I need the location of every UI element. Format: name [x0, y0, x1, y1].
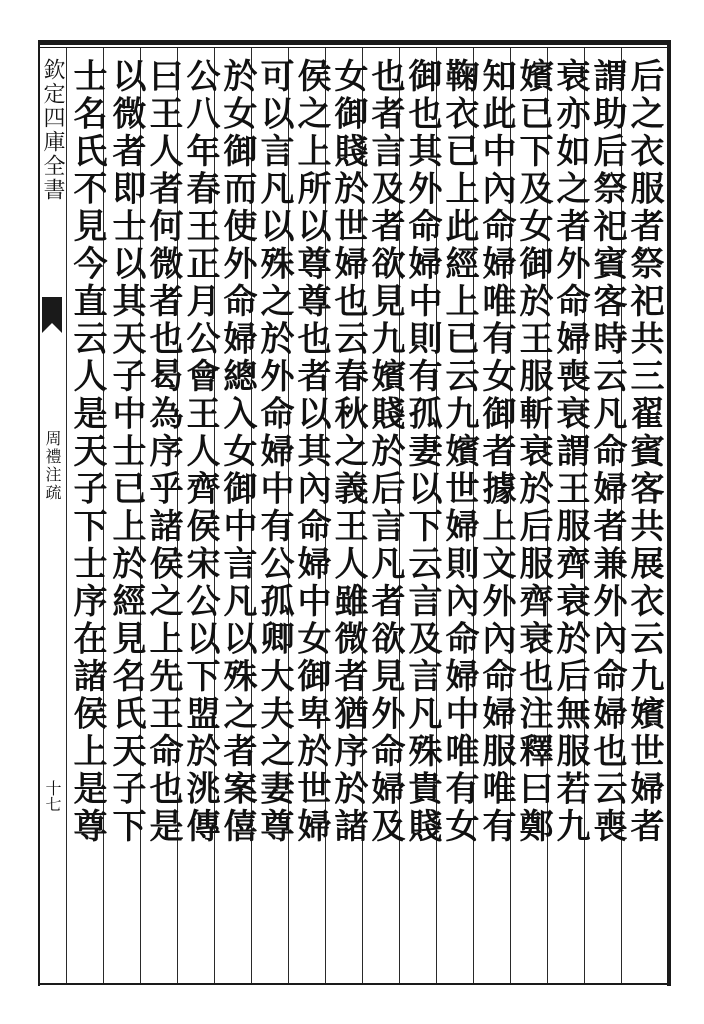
- text-column: 御也其外命婦中則有孤妻以下云言及言凡殊貴賤: [402, 58, 442, 846]
- text-column: 曰王人者何微者也曷為序乎諸侯之上先王命也是: [143, 58, 183, 846]
- text-column: 侯之上所以尊尊也者以其內命婦中女御卑於世婦: [291, 58, 331, 846]
- frame-top-inner-border: [40, 47, 670, 48]
- text-column: 鞠衣已上此經上已云九嬪世婦則內命婦中唯有女: [439, 58, 479, 846]
- text-column: 謂助后祭祀賓客時云凡命婦者兼外內命婦也云喪: [587, 58, 627, 846]
- margin-page-number: 十七: [43, 780, 62, 812]
- margin-series-title: 欽定四庫全書: [40, 58, 65, 202]
- text-column: 女御賤於世婦也云春秋之義王人雖微者猶序於諸: [328, 58, 368, 846]
- text-column: 於女御而使外命婦總入女御中言凡以殊之者案僖: [217, 58, 257, 846]
- frame-right-border: [667, 40, 671, 986]
- text-column: 士名氏不見今直云人是天子下士序在諸侯上是尊: [67, 58, 107, 846]
- text-column: 可以言凡以殊之於外命婦中有公孤卿大夫之妻尊: [254, 58, 294, 846]
- frame-top-border: [40, 40, 670, 45]
- fish-tail-ornament-icon: [40, 295, 64, 335]
- margin-book-title: 周禮注疏: [43, 430, 62, 502]
- text-column: 以微者即士以其天子中士已上於經見名氏天子下: [106, 58, 146, 846]
- text-column: 知此中內命婦唯有女御者據上文外內命婦服唯有: [476, 58, 516, 846]
- text-column: 后之衣服者祭祀共三翟賓客共展衣云九嬪世婦者: [624, 58, 664, 846]
- text-column: 衰亦如之者外命婦喪衰謂王服齊衰於后無服若九: [550, 58, 590, 846]
- text-column: 公八年春王正月公會王人齊侯宋公以下盟於洮傳: [180, 58, 220, 846]
- frame-bottom-border: [40, 983, 670, 985]
- text-column: 嬪已下及女御於王服斬衰於后服齊衰也注釋曰鄭: [513, 58, 553, 846]
- text-column: 也者言及者欲見九嬪賤於后言凡者欲見外命婦及: [365, 58, 405, 846]
